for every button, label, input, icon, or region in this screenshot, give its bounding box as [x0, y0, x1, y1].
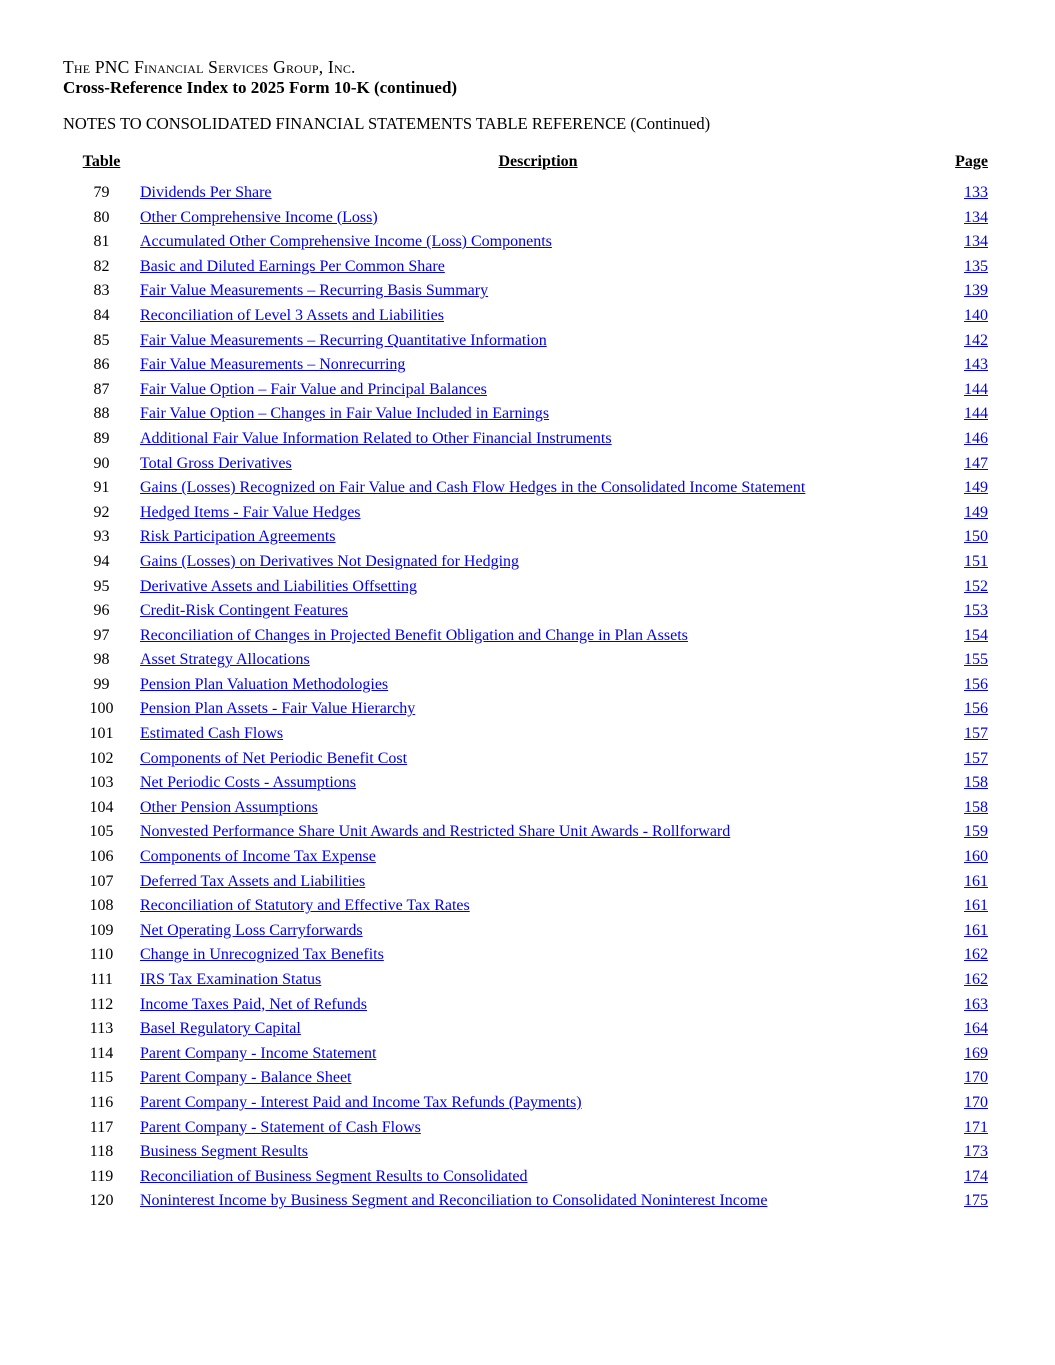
description-link[interactable]: Total Gross Derivatives: [140, 454, 292, 472]
description-link[interactable]: Hedged Items - Fair Value Hedges: [140, 503, 361, 521]
table-row: [63, 304, 988, 329]
table-number: 91: [93, 479, 110, 497]
page-link[interactable]: 147: [964, 454, 988, 472]
table-number: 87: [93, 380, 110, 398]
description-link[interactable]: Reconciliation of Statutory and Effective Tax Rates: [140, 897, 470, 915]
table-row: [63, 1066, 988, 1091]
table-number: 101: [89, 725, 114, 743]
table-number: 94: [93, 552, 110, 570]
table-number: 117: [89, 1118, 114, 1136]
table-number: 95: [93, 577, 110, 595]
column-header-page: Page: [955, 153, 988, 170]
table-row: [63, 673, 988, 698]
table-number: 103: [89, 774, 114, 792]
description-link[interactable]: Estimated Cash Flows: [140, 725, 284, 743]
page-link[interactable]: 149: [964, 479, 988, 497]
table-row: [63, 402, 988, 427]
page-link[interactable]: 170: [964, 1069, 988, 1087]
table-number: 113: [89, 1020, 114, 1038]
table-row: [63, 476, 988, 501]
table-row: [63, 1116, 988, 1141]
page-link[interactable]: 143: [964, 356, 988, 374]
table-number: 106: [89, 848, 114, 866]
description-link[interactable]: Business Segment Results: [140, 1143, 309, 1161]
description-link[interactable]: Derivative Assets and Liabilities Offsetting: [140, 577, 417, 595]
table-number: 85: [93, 331, 110, 349]
column-header-description: Description: [498, 153, 578, 170]
page-link[interactable]: 153: [964, 602, 988, 620]
table-number: 120: [89, 1192, 114, 1210]
page-link[interactable]: 162: [964, 971, 988, 988]
description-link[interactable]: Gains (Losses) on Derivatives Not Designated for Hedging: [140, 552, 520, 570]
page-link[interactable]: 144: [964, 405, 988, 423]
description-link[interactable]: Fair Value Measurements – Nonrecurring: [140, 356, 406, 374]
table-row: [63, 894, 988, 919]
table-row: [63, 722, 988, 747]
description-link[interactable]: Reconciliation of Business Segment Results to Consolidated: [140, 1167, 528, 1185]
table-number: 100: [89, 700, 114, 718]
table-number: 102: [89, 749, 114, 767]
description-link[interactable]: Parent Company - Income Statement: [140, 1044, 377, 1062]
page-link[interactable]: 171: [964, 1118, 988, 1136]
table-header-row: [63, 152, 988, 172]
description-link[interactable]: Fair Value Measurements – Recurring Quantitative Information: [140, 331, 547, 349]
description-link[interactable]: Accumulated Other Comprehensive Income (Loss) Components: [140, 233, 552, 251]
table-row: [63, 550, 988, 575]
table-number: 89: [93, 429, 110, 447]
table-row: [63, 599, 988, 624]
page-link[interactable]: 174: [964, 1167, 988, 1185]
table-number: 111: [90, 971, 113, 988]
table-row: [63, 230, 988, 255]
table-row: [63, 1042, 988, 1067]
table-row: [63, 329, 988, 354]
description-link[interactable]: Components of Income Tax Expense: [140, 848, 376, 866]
page-link[interactable]: 170: [964, 1093, 988, 1111]
table-rows: [63, 181, 988, 1214]
table-number: 119: [89, 1167, 114, 1185]
description-link[interactable]: Pension Plan Valuation Methodologies: [140, 675, 389, 693]
page-link[interactable]: 156: [964, 675, 988, 693]
table-number: 80: [93, 208, 110, 226]
description-link[interactable]: Credit-Risk Contingent Features: [140, 602, 348, 620]
page-link[interactable]: 156: [964, 700, 988, 718]
description-link[interactable]: Components of Net Periodic Benefit Cost: [140, 749, 408, 767]
page-link[interactable]: 133: [964, 184, 988, 201]
table-row: [63, 279, 988, 304]
page-link[interactable]: 163: [964, 995, 988, 1013]
table-row: [63, 452, 988, 477]
table-row: [63, 1091, 988, 1116]
page-link[interactable]: 139: [964, 282, 988, 300]
table-row: [63, 1189, 988, 1214]
page-link[interactable]: 157: [964, 749, 988, 767]
table-row: [63, 648, 988, 673]
page-link[interactable]: 144: [964, 380, 988, 398]
description-link[interactable]: Other Pension Assumptions: [140, 798, 318, 816]
column-header-table: Table: [82, 153, 121, 170]
description-link[interactable]: Other Comprehensive Income (Loss): [140, 208, 378, 226]
table-number: 114: [89, 1044, 114, 1062]
table-row: [63, 1017, 988, 1042]
page-link[interactable]: 161: [964, 872, 988, 890]
table-row: [63, 993, 988, 1018]
table-number: 118: [89, 1143, 114, 1161]
table-row: [63, 820, 988, 845]
table-row: [63, 206, 988, 231]
page-link[interactable]: 149: [964, 503, 988, 521]
page-link[interactable]: 152: [964, 577, 988, 595]
table-row: [63, 747, 988, 772]
table-row: [63, 501, 988, 526]
table-number: 99: [93, 675, 110, 693]
table-number: 82: [93, 257, 110, 275]
description-link[interactable]: Net Operating Loss Carryforwards: [140, 921, 363, 939]
page-link[interactable]: 157: [964, 725, 988, 743]
description-link[interactable]: Reconciliation of Level 3 Assets and Liabilities: [140, 306, 444, 324]
page-link[interactable]: 150: [964, 528, 988, 546]
page-link[interactable]: 162: [964, 946, 988, 964]
description-link[interactable]: Parent Company - Balance Sheet: [140, 1069, 352, 1087]
table-number: 98: [93, 651, 110, 669]
table-row: [63, 255, 988, 280]
table-row: [63, 697, 988, 722]
table-number: 108: [89, 897, 114, 915]
description-link[interactable]: Basel Regulatory Capital: [140, 1020, 301, 1038]
document-title: Cross-Reference Index to 2025 Form 10-K (continued): [63, 78, 458, 97]
table-number: 79: [93, 184, 110, 201]
table-number: 86: [93, 356, 110, 374]
page-link[interactable]: 134: [964, 208, 988, 226]
description-link[interactable]: Basic and Diluted Earnings Per Common Share: [140, 257, 445, 275]
description-link[interactable]: Fair Value Measurements – Recurring Basis Summary: [140, 282, 489, 300]
table-row: [63, 796, 988, 821]
table-number: 93: [93, 528, 110, 546]
page-link[interactable]: 173: [964, 1143, 988, 1161]
table-row: [63, 870, 988, 895]
table-number: 107: [89, 872, 114, 890]
description-link[interactable]: Fair Value Option – Changes in Fair Value Included in Earnings: [140, 405, 550, 423]
table-row: [63, 575, 988, 600]
table-row: [63, 845, 988, 870]
page-link[interactable]: 135: [964, 257, 988, 275]
table-row: [63, 943, 988, 968]
description-link[interactable]: Additional Fair Value Information Related to Other Financial Instruments: [140, 429, 612, 447]
cross-reference-table: [63, 152, 988, 1214]
description-link[interactable]: Deferred Tax Assets and Liabilities: [140, 872, 366, 890]
table-number: 97: [93, 626, 110, 644]
description-link[interactable]: IRS Tax Examination Status: [140, 971, 322, 988]
page-link[interactable]: 169: [964, 1044, 988, 1062]
description-link[interactable]: Noninterest Income by Business Segment and Reconciliation to Consolidated Noninterest Income: [140, 1192, 768, 1210]
page-link[interactable]: 159: [964, 823, 988, 841]
table-number: 116: [89, 1093, 114, 1111]
page-link[interactable]: 146: [964, 429, 988, 447]
page-link[interactable]: 140: [964, 306, 988, 324]
table-row: [63, 624, 988, 649]
page-link[interactable]: 155: [964, 651, 988, 669]
page-link[interactable]: 142: [964, 331, 988, 349]
table-number: 112: [89, 995, 114, 1013]
table-number: 109: [89, 921, 114, 939]
description-link[interactable]: Parent Company - Interest Paid and Income Tax Refunds (Payments): [140, 1093, 582, 1111]
table-number: 88: [93, 405, 110, 423]
description-link[interactable]: Nonvested Performance Share Unit Awards and Restricted Share Unit Awards - Rollforward: [140, 823, 731, 841]
page-link[interactable]: 160: [964, 848, 988, 866]
table-row: [63, 525, 988, 550]
page-link[interactable]: 154: [964, 626, 988, 644]
table-row: [63, 771, 988, 796]
company-name: The PNC Financial Services Group, Inc.: [63, 57, 356, 77]
table-number: 96: [93, 602, 110, 620]
table-row: [63, 378, 988, 403]
table-number: 90: [93, 454, 110, 472]
table-number: 84: [93, 306, 110, 324]
description-link[interactable]: Risk Participation Agreements: [140, 528, 336, 546]
description-link[interactable]: Pension Plan Assets - Fair Value Hierarchy: [140, 700, 416, 718]
table-number: 105: [89, 823, 114, 841]
table-row: [63, 919, 988, 944]
description-link[interactable]: Net Periodic Costs - Assumptions: [140, 774, 357, 792]
section-heading: NOTES TO CONSOLIDATED FINANCIAL STATEMENTS TABLE REFERENCE (Continued): [63, 114, 711, 133]
table-row: [63, 427, 988, 452]
description-link[interactable]: Fair Value Option – Fair Value and Principal Balances: [140, 380, 487, 398]
page-link[interactable]: 151: [964, 552, 988, 570]
table-row: [63, 1165, 988, 1190]
table-row: [63, 968, 988, 993]
table-number: 81: [93, 233, 110, 251]
description-link[interactable]: Gains (Losses) Recognized on Fair Value and Cash Flow Hedges in the Consolidated Income Statement: [140, 479, 806, 497]
description-link[interactable]: Parent Company - Statement of Cash Flows: [140, 1118, 421, 1136]
table-number: 110: [89, 946, 114, 964]
table-number: 104: [89, 798, 114, 816]
page-link[interactable]: 164: [964, 1020, 988, 1038]
description-link[interactable]: Dividends Per Share: [140, 184, 272, 201]
page-link[interactable]: 158: [964, 798, 988, 816]
description-link[interactable]: Income Taxes Paid, Net of Refunds: [140, 995, 367, 1013]
table-row: [63, 181, 988, 206]
page-link[interactable]: 161: [964, 897, 988, 915]
description-link[interactable]: Change in Unrecognized Tax Benefits: [140, 946, 384, 964]
table-number: 115: [89, 1069, 114, 1087]
page-link[interactable]: 175: [964, 1192, 988, 1210]
page-link[interactable]: 161: [964, 921, 988, 939]
table-number: 83: [93, 282, 110, 300]
description-link[interactable]: Asset Strategy Allocations: [140, 651, 310, 669]
table-number: 92: [93, 503, 110, 521]
page-link[interactable]: 134: [964, 233, 988, 251]
page-link[interactable]: 158: [964, 774, 988, 792]
table-row: [63, 353, 988, 378]
table-row: [63, 1140, 988, 1165]
description-link[interactable]: Reconciliation of Changes in Projected Benefit Obligation and Change in Plan Assets: [140, 626, 688, 644]
